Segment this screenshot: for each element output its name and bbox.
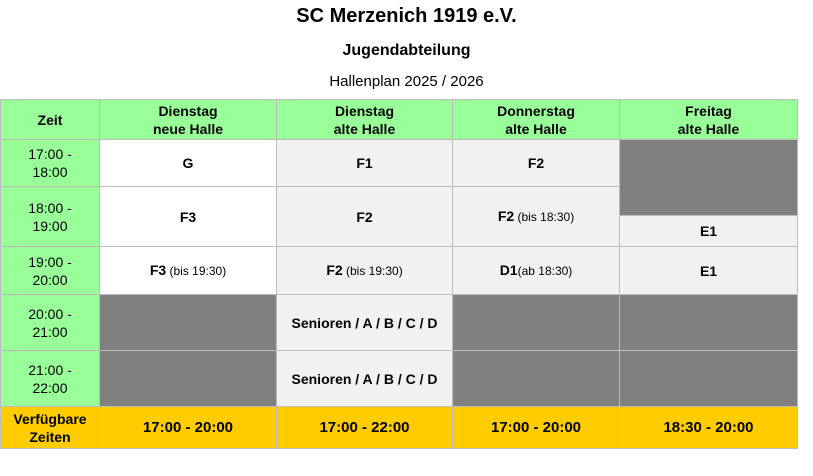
available-tue-new <box>100 407 277 449</box>
available-thu-old <box>453 407 620 449</box>
table-row <box>1 140 798 187</box>
slot-code: F2 <box>326 262 343 278</box>
table-row <box>1 247 798 295</box>
slot-thu-old-18 <box>453 187 620 247</box>
slot-code: F2 <box>497 208 515 224</box>
time-end: 19:00 <box>32 217 68 234</box>
column-header-hall: alte Halle <box>677 120 740 137</box>
slot-thu-old-19 <box>453 247 620 295</box>
available-value: 17:00 - 20:00 <box>490 419 582 436</box>
slot-note: (bis 19:30) <box>342 264 403 278</box>
slot-thu-old-17: F2 <box>453 140 620 187</box>
available-tue-old <box>277 407 453 449</box>
available-value: 17:00 - 20:00 <box>142 419 234 436</box>
available-times-row <box>1 407 798 449</box>
time-start: 19:00 - <box>28 253 72 270</box>
available-times-label <box>1 407 100 449</box>
column-header-dienstag-neue-halle <box>100 100 277 140</box>
column-header-dienstag-alte-halle <box>277 100 453 140</box>
slot-fri-blocked <box>620 140 798 216</box>
column-header-zeit: Zeit <box>1 100 100 140</box>
column-header-day: Dienstag <box>334 102 395 119</box>
time-start: 21:00 - <box>28 361 72 378</box>
time-start: 20:00 - <box>28 305 72 322</box>
time-start: 17:00 - <box>28 146 72 162</box>
slot-tue-old-18: F2 <box>277 187 453 247</box>
time-slot-21 <box>1 351 100 407</box>
page-title: SC Merzenich 1919 e.V. <box>296 5 517 27</box>
available-value: 17:00 - 22:00 <box>319 419 410 436</box>
slot-tue-new-blocked <box>100 295 277 351</box>
time-start: 18:00 - <box>28 199 72 216</box>
slot-fri-old-blocked <box>620 295 798 351</box>
slot-thu-old-blocked <box>453 295 620 351</box>
slot-tue-new-18: F3 <box>100 187 277 247</box>
slot-tue-new-blocked <box>100 351 277 407</box>
available-fri-old <box>620 407 798 449</box>
column-header-freitag-alte-halle <box>620 100 798 140</box>
slot-note: (bis 19:30) <box>166 264 227 278</box>
slot-tue-old-17: F1 <box>277 140 453 187</box>
column-header-day: Dienstag <box>158 102 218 119</box>
page-subtitle: Jugendabteilung <box>342 42 471 59</box>
slot-code: F3 <box>149 262 167 278</box>
plan-caption: Hallenplan 2025 / 2026 <box>329 73 484 90</box>
column-header-hall: alte Halle <box>333 120 396 137</box>
slot-tue-old-20: Senioren / A / B / C / D <box>277 295 453 351</box>
column-header-day: Freitag <box>685 102 732 119</box>
slot-tue-old-21: Senioren / A / B / C / D <box>277 351 453 407</box>
table-row <box>1 295 798 351</box>
slot-fri-old-1830: E1 <box>620 216 798 247</box>
slot-thu-old-blocked <box>453 351 620 407</box>
slot-tue-old-19 <box>277 247 453 295</box>
slot-fri-old-blocked <box>620 351 798 407</box>
time-slot-18 <box>1 187 100 247</box>
time-end: 22:00 <box>32 379 68 396</box>
label-line: Zeiten <box>29 428 71 445</box>
column-header-day: Donnerstag <box>497 102 575 119</box>
schedule-table <box>0 99 798 449</box>
time-slot-17 <box>1 140 100 187</box>
slot-code: D1 <box>499 262 518 278</box>
slot-tue-new-19 <box>100 247 277 295</box>
slot-note: (ab 18:30) <box>517 264 573 278</box>
slot-note: (bis 18:30) <box>514 210 575 224</box>
slot-tue-new-17: G <box>100 140 277 187</box>
column-header-hall: neue Halle <box>152 120 224 137</box>
time-end: 20:00 <box>32 271 68 288</box>
table-row <box>1 351 798 407</box>
time-slot-19 <box>1 247 100 295</box>
table-header-row <box>1 100 798 140</box>
available-value: 18:30 - 20:00 <box>663 419 754 436</box>
slot-fri-old-19: E1 <box>620 247 798 295</box>
label-line: Verfügbare <box>13 410 87 427</box>
column-header-hall: alte Halle <box>505 120 567 137</box>
column-header-donnerstag-alte-halle <box>453 100 620 140</box>
time-end: 21:00 <box>32 323 68 340</box>
time-end: 18:00 <box>32 164 68 180</box>
time-slot-20 <box>1 295 100 351</box>
